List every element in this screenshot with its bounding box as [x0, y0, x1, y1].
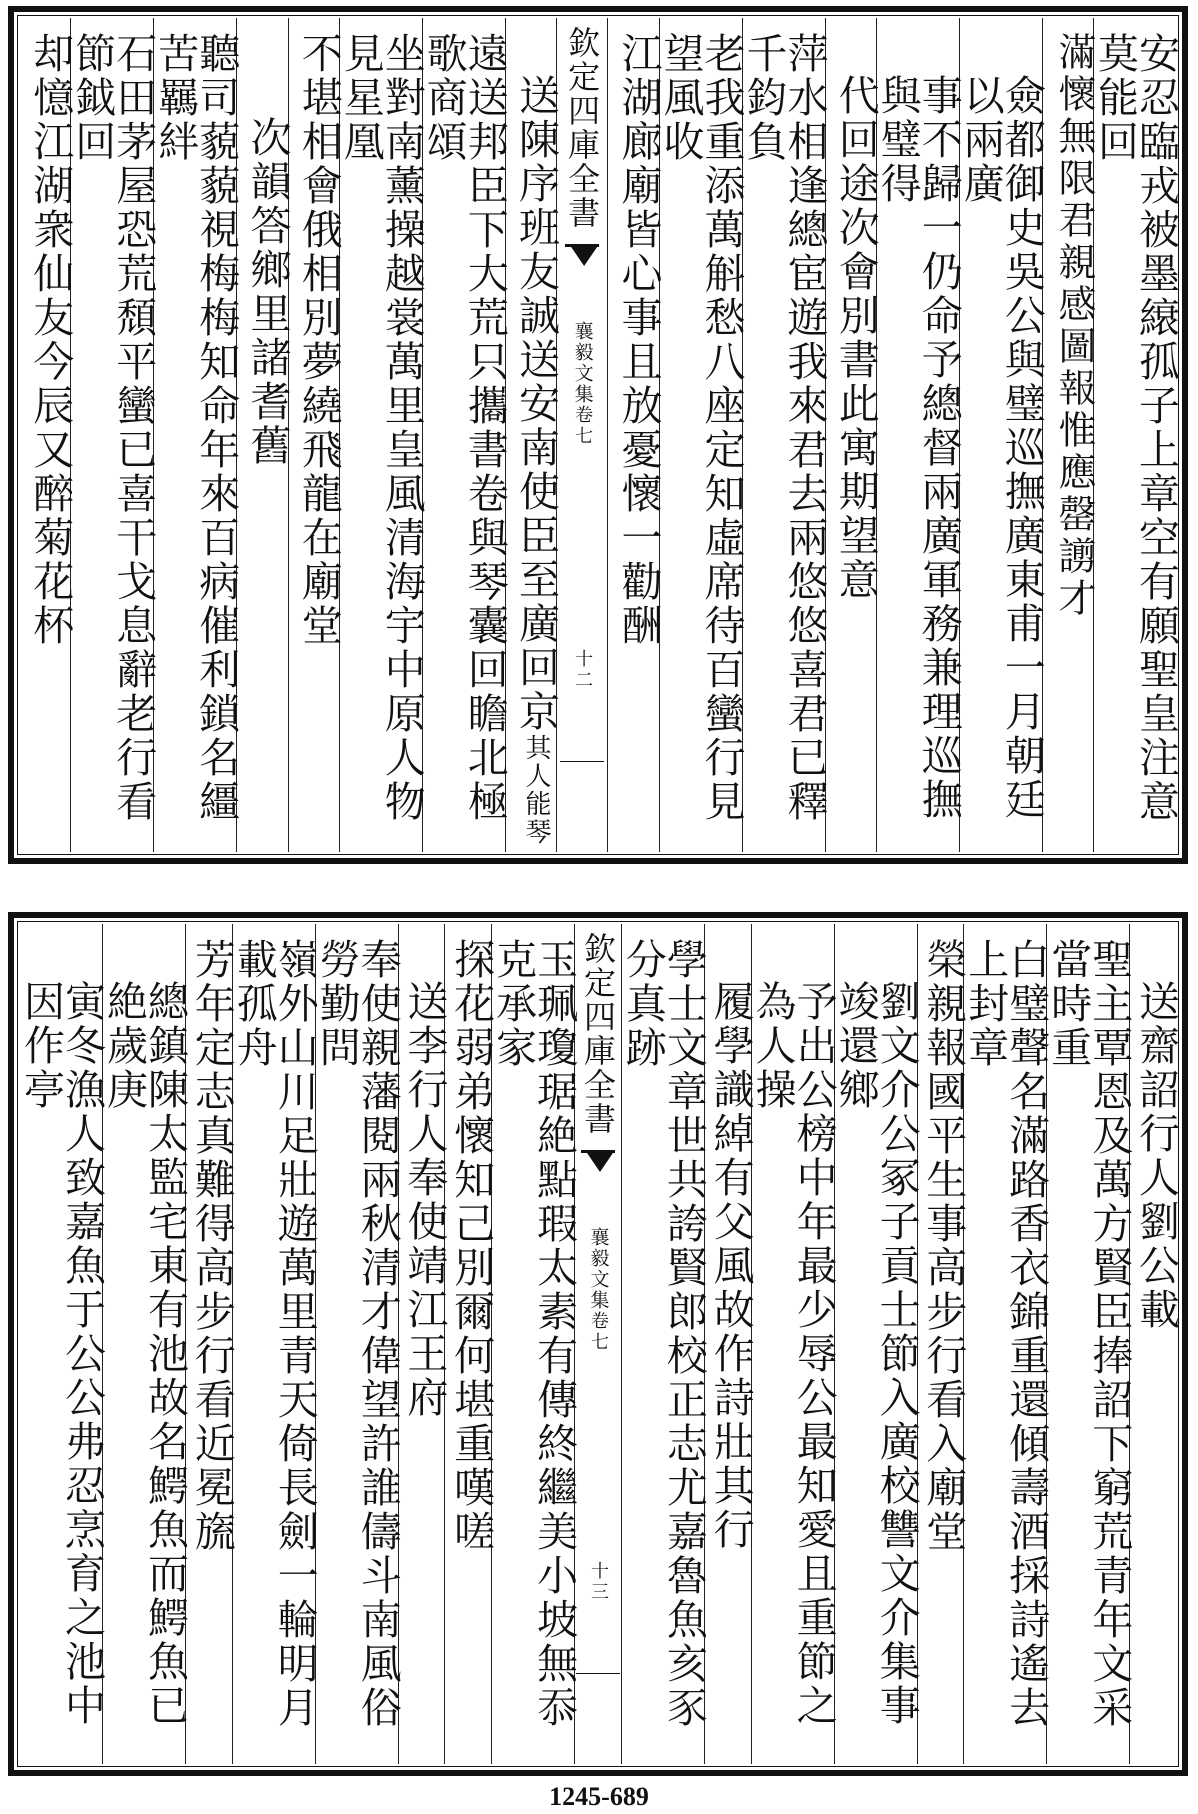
bottom-columns — [16, 924, 1180, 1764]
text-column: 次韻答鄉里諸耆舊 — [236, 18, 287, 852]
top-columns — [20, 18, 1180, 852]
center-column — [556, 18, 607, 852]
fish-tail-mark-icon — [565, 244, 599, 281]
text-column: 予出公榜中年最少辱公最知愛且重節之為人操 — [751, 924, 834, 1764]
book-title: 襄毅文集 — [571, 321, 594, 405]
text-column: 遠送邦臣下大荒只攜書卷與琴囊回瞻北極歌商頌 — [422, 18, 505, 852]
text-column: 老我重添萬斛愁八座定知虛席待百蠻行見望風收 — [659, 18, 742, 852]
text-column: 聖主覃恩及萬方賢臣捧詔下窮荒青年文采當時重 — [1046, 924, 1129, 1764]
leaf-number: 十二 — [572, 649, 594, 691]
text-column: 送李行人奉使靖江王府 — [398, 924, 445, 1764]
text-column: 送齋詔行人劉公載 — [1129, 924, 1176, 1764]
text-column: 代回途次會別書此寓期望意 — [825, 18, 876, 852]
text-column: 芳年定志真難得高步行看近冕旒 — [185, 924, 232, 1764]
top-page — [8, 6, 1188, 864]
leaf-number: 十三 — [587, 1561, 609, 1603]
text-column: 白璧聲名滿路香衣錦重還傾壽酒採詩遙去上封章 — [963, 924, 1046, 1764]
text-column: 却憶江湖衆仙友今辰又醉菊花杯 — [26, 32, 75, 648]
annotation-line: 其人 — [521, 734, 551, 790]
folio-number: 1245-689 — [549, 1782, 649, 1811]
center-column — [574, 924, 621, 1764]
text-column: 榮親報國平生事高步行看入廟堂 — [917, 924, 964, 1764]
text-column: 萍水相逢總宦遊我來君去兩悠悠喜君已釋千鈞負 — [742, 18, 825, 852]
divider — [576, 1673, 620, 1674]
juan-number: 卷七 — [572, 405, 594, 447]
text-column: 不堪相會俄相別夢繞飛龍在廟堂 — [288, 18, 339, 852]
annotation — [515, 734, 556, 846]
center-title: 欽定四庫全書 — [563, 26, 602, 230]
text-column: 學士文章世共誇賢郎校正志尤嘉魯魚亥豕分真跡 — [621, 924, 704, 1764]
book-title: 襄毅文集 — [587, 1227, 610, 1311]
text-column: 滿懷無限君親感圖報惟應罄謭才 — [1042, 18, 1093, 852]
text-column: 奉使親藩閱兩秋清才偉望許誰儔斗南風俗勞勤問 — [315, 924, 398, 1764]
divider — [560, 761, 604, 762]
poem-title: 送陳序班友誠送安南使臣至廣回京 — [512, 74, 560, 734]
text-column: 僉都御史吳公與璧巡撫廣東甫一月朝廷以兩廣 — [959, 18, 1042, 852]
text-column: 事不歸一仍命予總督兩廣軍務兼理巡撫與璧得 — [876, 18, 959, 852]
fish-tail-mark-icon — [581, 1150, 615, 1187]
text-column: 聽司藐藐視梅梅知命年來百病催利鎖名繮苦羈絆 — [153, 18, 236, 852]
text-column: 嶺外山川足壯遊萬里青天倚長劍一輪明月載孤舟 — [232, 924, 315, 1764]
bottom-page — [8, 912, 1188, 1776]
center-title: 欽定四庫全書 — [578, 932, 617, 1136]
annotation-line: 能琴 — [521, 790, 551, 846]
text-column: 江湖廊廟皆心事且放憂懷一勸酬 — [607, 18, 658, 852]
text-column: 總鎮陳太監宅東有池故名鰐魚而鰐魚已絶歲庚 — [102, 924, 185, 1764]
text-column: 履學識綽有父風故作詩壯其行 — [704, 924, 751, 1764]
text-column — [505, 18, 560, 852]
text-column: 玉珮瓊琚絶點瑕太素有傳終繼美小坡無忝克承家 — [491, 924, 574, 1764]
text-column: 石田茅屋恐荒頹平蠻已喜干戈息辭老行看節鉞回 — [70, 18, 153, 852]
text-column: 寅冬漁人致嘉魚于公公弗忍烹育之池中因作亭 — [16, 980, 106, 1728]
text-column: 劉文介公冢子貢士節入廣校讐文介集事竣還鄉 — [834, 924, 917, 1764]
text-column: 安忍臨戎被墨縗孤子上章空有願聖皇注意莫能回 — [1093, 18, 1176, 852]
juan-number: 卷七 — [587, 1311, 609, 1353]
text-column: 坐對南薰操越裳萬里皇風清海宇中原人物見星凰 — [339, 18, 422, 852]
text-column: 探花弱弟懷知己別爾何堪重嘆嗟 — [444, 924, 491, 1764]
